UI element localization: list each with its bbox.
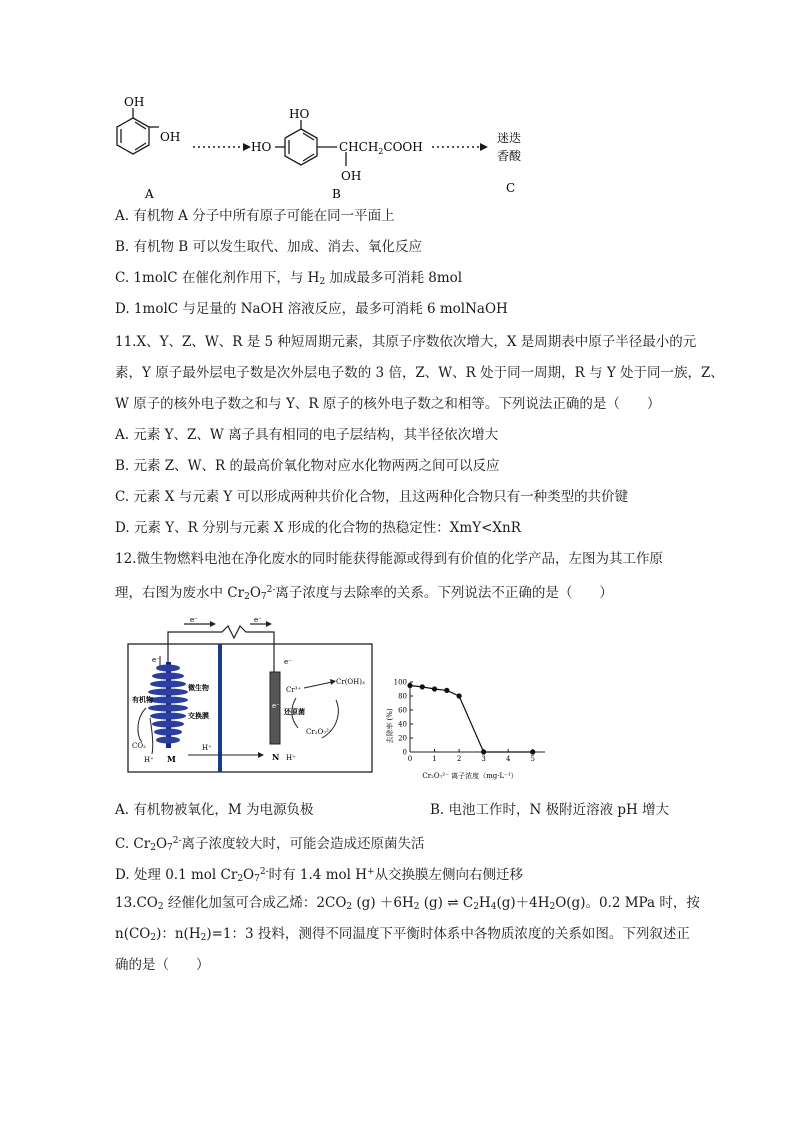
b-ho-left: HO <box>251 140 272 154</box>
chart-data-point <box>481 749 486 754</box>
a-label: A <box>145 187 154 200</box>
q13-stem-line2: $n(CO_2)$：$n(H_2)=1$：3 投料，测得不同温度下平衡时体系中各物质浓度的关系如图。下列叙述正 <box>115 926 690 943</box>
chart-x-tick-label: 4 <box>505 755 511 763</box>
reducer-label: 还原菌 <box>284 707 305 716</box>
b-chain: $CHCH_2COOH$ <box>339 140 423 156</box>
molecule-b <box>275 120 346 166</box>
q12-stem-line2: 理，右图为废水中 $Cr_2O_7^{2-}$离子浓度与去除率的关系。下列说法不正确的是（ ） <box>115 585 613 602</box>
chart-data-point <box>432 686 437 691</box>
q10-option-c: C. 1molC 在催化剂作用下，与 $H_2$ 加成最多可消耗 8mol <box>115 270 463 287</box>
b-label: B <box>332 187 341 200</box>
chart-y-tick-label: 60 <box>398 706 407 715</box>
e-m: e⁻ <box>152 656 160 664</box>
m-label: M <box>167 754 176 764</box>
h-right-label: H⁺ <box>286 754 296 762</box>
reaction-scheme <box>105 90 545 200</box>
e-n-top: e⁻ <box>284 658 292 666</box>
chart-y-tick-label: 100 <box>393 678 407 687</box>
q11-stem-line2: 素，Y 原子最外层电子数是次外层电子数的 3 倍，Z、W、R 处于同一周期，R 与 Y 处于同一族，Z、 <box>115 365 724 381</box>
b-oh-bottom: OH <box>341 169 362 183</box>
chart-x-tick-label: 2 <box>456 755 462 763</box>
a-oh-top: OH <box>124 95 145 109</box>
q12-stem-line1: 12.微生物燃料电池在净化废水的同时能获得能源或得到有价值的化学产品，左图为其工作原 <box>115 551 663 567</box>
chart-data-point <box>444 688 449 693</box>
organic-label: 有机物 <box>132 695 153 704</box>
chart-x-tick-label: 0 <box>407 755 413 763</box>
chart-y-tick-label: 40 <box>398 720 407 729</box>
q12-option-a: A. 有机物被氧化，M 为电源负极 <box>115 802 314 818</box>
q12-option-b: B. 电池工作时，N 极附近溶液 pH 增大 <box>430 802 670 818</box>
n-label: N <box>272 752 280 762</box>
h-mid-label: H⁺ <box>202 744 212 752</box>
fuel-cell-diagram <box>122 618 378 778</box>
chart-series-line <box>410 686 533 753</box>
chart-data-point <box>530 749 535 754</box>
chart-x-tick-label: 3 <box>481 755 486 763</box>
exchange-membrane <box>218 644 222 772</box>
removal-rate-chart <box>380 670 550 782</box>
chart-y-label: 去除率 (%) <box>386 708 394 744</box>
membrane-label: 交换膜 <box>188 711 209 720</box>
dotted-arrow-1 <box>193 143 251 151</box>
q10-option-b: B. 有机物 B 可以发生取代、加成、消去、氧化反应 <box>115 239 423 255</box>
chart-data-point <box>407 683 412 688</box>
microbe-label: 微生物 <box>188 683 209 692</box>
e-n-mid: e⁻ <box>272 702 280 710</box>
croh3-label: Cr(OH)₃ <box>336 678 365 686</box>
cr2o7-label: Cr₂O₇²⁻ <box>306 728 333 736</box>
chart-y-tick-label: 20 <box>398 734 407 743</box>
q11-stem-line1: 11.X、Y、Z、W、R 是 5 种短周期元素，其原子序数依次增大，X 是周期表中原子半径最小的元 <box>115 334 697 350</box>
q10-option-d: D. 1molC 与足量的 NaOH 溶液反应，最多可消耗 6 molNaOH <box>115 301 508 317</box>
chart-data-point <box>420 684 425 689</box>
chart-x-tick-label: 5 <box>530 755 535 763</box>
q11-option-d: D. 元素 Y、R 分别与元素 X 形成的化合物的热稳定性：XmY<XnR <box>115 520 521 536</box>
chart-y-tick-label: 80 <box>398 692 407 701</box>
q10-option-a: A. 有机物 A 分子中所有原子可能在同一平面上 <box>115 208 395 224</box>
chart-data-point <box>456 693 461 698</box>
dotted-arrow-2 <box>432 143 488 151</box>
q11-option-a: A. 元素 Y、Z、W 离子具有相同的电子层结构，其半径依次增大 <box>115 427 499 443</box>
q12-option-d: D. 处理 0.1 mol $Cr_2O_7^{2-}$时有 1.4 mol H+从交换膜左侧向右侧迁移 <box>115 867 524 884</box>
co2-label: CO₂ <box>132 742 146 750</box>
c-line1: 迷迭 <box>497 131 522 145</box>
e-left: e⁻ <box>190 618 198 624</box>
e-right: e⁻ <box>254 618 262 624</box>
cr3-label: Cr³⁺ <box>286 686 302 694</box>
q11-option-c: C. 元素 X 与元素 Y 可以形成两种共价化合物，且这两种化合物只有一种类型的共价键 <box>115 489 629 505</box>
c-label: C <box>506 181 516 195</box>
chart-x-tick-label: 1 <box>432 755 437 763</box>
q11-stem-line3: W 原子的核外电子数之和与 Y、R 原子的核外电子数之和相等。下列说法正确的是（ ） <box>115 396 661 412</box>
c-line2: 香酸 <box>497 149 522 163</box>
anode-m <box>148 662 188 748</box>
q11-option-b: B. 元素 Z、W、R 的最高价氧化物对应水化物两两之间可以反应 <box>115 458 500 474</box>
h-left-label: H⁺ <box>144 756 154 764</box>
q13-stem-line3: 确的是（ ） <box>115 957 210 973</box>
molecule-a <box>117 108 159 154</box>
a-oh-right: OH <box>160 130 181 144</box>
chart-marks <box>407 683 535 755</box>
b-ho-top: HO <box>289 107 310 121</box>
chart-x-label: Cr₂O₇²⁻ 离子浓度（mg·L⁻¹） <box>422 772 518 780</box>
q13-stem-line1: $13.CO_2$ 经催化加氢可合成乙烯：$2CO_2$ $(g) +6H_2$ (g) ⇌ $C_2H_4(g)+4H_2O(g)$。0.2 MPa 时，按 <box>115 895 700 912</box>
q12-option-c: C. $Cr_2O_7^{2-}$离子浓度较大时，可能会造成还原菌失活 <box>115 836 425 853</box>
chart-y-tick-label: 0 <box>402 748 407 757</box>
